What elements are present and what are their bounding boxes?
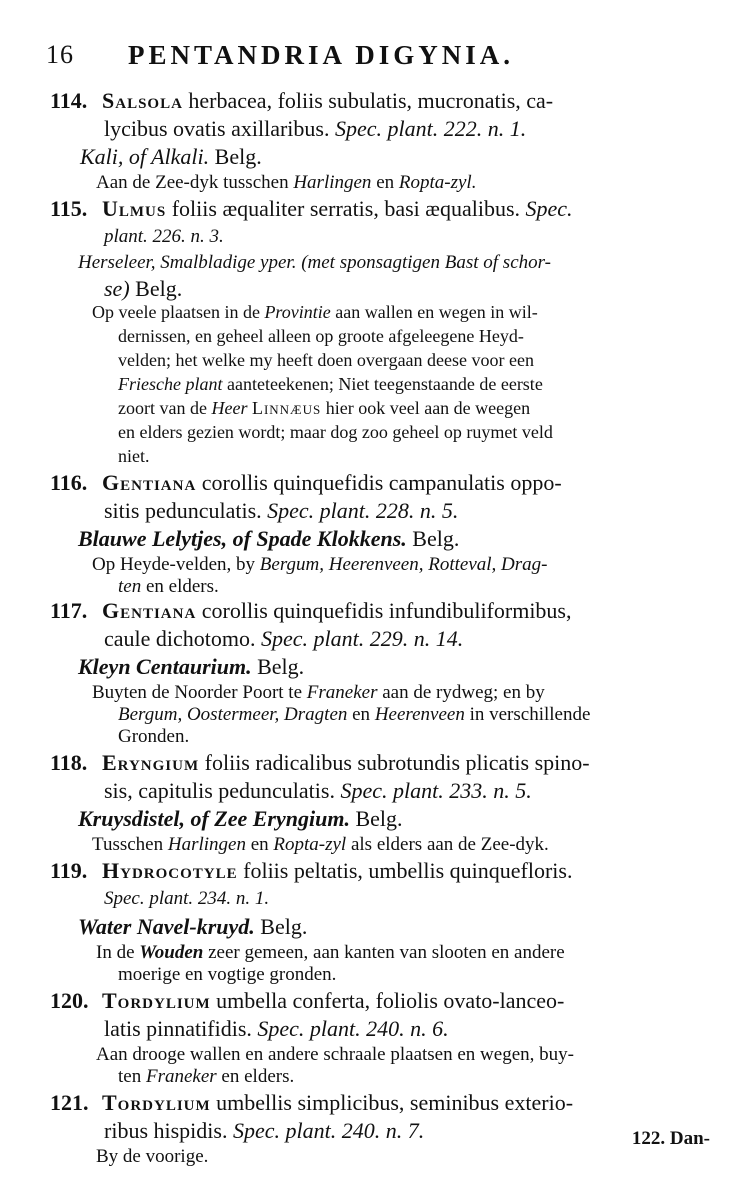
place-name: Franeker [145, 1066, 217, 1087]
note-text: en elders gezien wordt; maar dog zoo geheel op ruymet veld [118, 422, 553, 442]
habitat-text: aan de rydweg; en by [382, 682, 545, 703]
place-name: Harlingen [167, 834, 246, 855]
place-name: Provintie [264, 302, 331, 322]
note-text: velden; het welke my heeft doen overgaan deese voor een [118, 350, 534, 370]
entry-121-line-1 [50, 1090, 573, 1116]
diagnosis: umbella conferta, foliolis ovato-lanceo- [216, 988, 565, 1013]
entry-115-note-5 [118, 398, 530, 419]
entry-119-line-2 [104, 888, 269, 910]
language-tag: Belg. [257, 654, 305, 679]
entry-114-line-1 [50, 88, 553, 114]
habitat-text: By de voorige. [96, 1146, 209, 1167]
note-text: aan wallen en wegen in wil- [335, 302, 538, 322]
genus-name: Ulmus [102, 196, 167, 221]
page-number: 16 [46, 40, 74, 69]
entry-120-habitat-cont [118, 1066, 294, 1088]
habitat-text: Buyten de Noorder Poort te [92, 682, 303, 703]
entry-number: 114. [50, 88, 88, 113]
diagnosis: lycibus ovatis axillaribus. [104, 116, 330, 141]
note-text: aanteteekenen; Niet teegenstaande de eerste [226, 374, 543, 394]
diagnosis: sitis pedunculatis. [104, 498, 262, 523]
note-text: hier ook veel aan de weegen [325, 398, 531, 418]
habitat-text: als elders aan de Zee-dyk. [350, 834, 549, 855]
entry-119-common-name [78, 914, 307, 940]
author-name: Linnæus [251, 398, 322, 418]
language-tag: Belg. [135, 276, 183, 301]
running-title: PENTANDRIA DIGYNIA. [128, 40, 515, 70]
habitat-text: moerige en vogtige gronden. [118, 964, 337, 985]
entry-117-common-name [78, 654, 304, 680]
common-name: Water Navel-kruyd. [78, 914, 255, 939]
entry-number: 117. [50, 598, 88, 623]
note-text: dernissen, en geheel alleen op groote afgeleegene Heyd- [118, 326, 524, 346]
entry-116-common-name [78, 526, 459, 552]
entry-114-line-2 [104, 116, 526, 142]
habitat-text: in verschillende [469, 704, 591, 725]
diagnosis: sis, capitulis pedunculatis. [104, 778, 335, 803]
common-name: Herseleer, Smalbladige yper. (met sponsagtigen Bast of schor- [78, 252, 551, 273]
genus-name: Tordylium [102, 1090, 211, 1115]
language-tag: Belg. [214, 144, 262, 169]
habitat-text: Op Heyde-velden, by [92, 554, 256, 575]
species-plantarum-reference: Spec. plant. 234. n. 1. [104, 888, 270, 909]
entry-120-line-2 [104, 1016, 449, 1042]
place-name: Wouden [139, 942, 204, 963]
species-plantarum-reference: plant. 226. n. 3. [104, 226, 224, 247]
entry-120-line-1 [50, 988, 564, 1014]
place-name: Harlingen [293, 172, 372, 193]
entry-120-habitat [96, 1044, 574, 1066]
entry-118-habitat [92, 834, 549, 856]
diagnosis: foliis æqualiter serratis, basi æqualibus. [171, 196, 521, 221]
species-plantarum-reference: Spec. plant. 233. n. 5. [340, 778, 532, 803]
habitat-text: Gronden. [118, 726, 190, 747]
entry-115-note-6 [118, 422, 553, 443]
entry-116-line-1 [50, 470, 562, 496]
entry-119-habitat-cont [118, 964, 336, 986]
entry-117-habitat-cont-2 [118, 726, 189, 748]
species-plantarum-reference: Spec. plant. 240. n. 6. [257, 1016, 449, 1041]
common-name: Kali, of Alkali. [80, 144, 210, 169]
entry-number: 120. [50, 988, 89, 1013]
place-name: ten [118, 576, 142, 597]
common-name: Kruysdistel, of Zee Eryngium. [78, 806, 350, 831]
place-name: Bergum, Heerenveen, Rotteval, Drag- [259, 554, 548, 575]
entry-115-note-3 [118, 350, 534, 371]
diagnosis: umbellis simplicibus, seminibus exterio- [216, 1090, 574, 1115]
place-name: Heerenveen [374, 704, 465, 725]
language-tag: Belg. [412, 526, 460, 551]
entry-118-line-2 [104, 778, 532, 804]
entry-118-line-1 [50, 750, 590, 776]
genus-name: Hydrocotyle [102, 858, 238, 883]
common-name: Kleyn Centaurium. [78, 654, 252, 679]
species-plantarum-reference: Spec. plant. 240. n. 7. [232, 1118, 425, 1143]
entry-121-line-2 [104, 1118, 424, 1144]
genus-name: Tordylium [102, 988, 211, 1013]
entry-number: 118. [50, 750, 88, 775]
running-header [46, 40, 696, 80]
species-plantarum-reference: Spec. plant. 229. n. 14. [261, 626, 464, 651]
entry-117-habitat-cont [118, 704, 590, 726]
habitat-text: ten [118, 1066, 142, 1087]
place-name: Bergum, Oostermeer, Dragten [118, 704, 348, 725]
entry-116-habitat [92, 554, 548, 576]
genus-name: Gentiana [102, 470, 197, 495]
diagnosis: latis pinnatifidis. [104, 1016, 252, 1041]
habitat-text: Aan drooge wallen en andere schraale plaatsen en wegen, buy- [96, 1044, 574, 1065]
entry-115-note-7 [118, 446, 150, 467]
language-tag: Belg. [260, 914, 308, 939]
diagnosis: corollis quinquefidis infundibuliformibus, [201, 598, 572, 623]
genus-name: Eryngium [102, 750, 200, 775]
species-plantarum-reference: Spec. plant. 228. n. 5. [267, 498, 459, 523]
entry-117-line-2 [104, 626, 463, 652]
note-text: Op veele plaatsen in de [92, 302, 260, 322]
entry-114-common-name [80, 144, 262, 170]
habitat-text: In de [96, 942, 135, 963]
entry-number: 116. [50, 470, 88, 495]
entry-114-habitat [96, 172, 476, 194]
entry-number: 121. [50, 1090, 89, 1115]
species-plantarum-reference: Spec. [525, 196, 573, 221]
entry-number: 115. [50, 196, 88, 221]
entry-119-habitat [96, 942, 565, 964]
entry-115-line-2 [104, 226, 224, 248]
diagnosis: herbacea, foliis subulatis, mucronatis, ca- [188, 88, 554, 113]
habitat-text: zeer gemeen, aan kanten van slooten en andere [208, 942, 565, 963]
diagnosis: corollis quinquefidis campanulatis oppo- [201, 470, 562, 495]
habitat-text: en [250, 834, 269, 855]
place-name: Ropta-zyl [273, 834, 347, 855]
language-tag: Belg. [355, 806, 403, 831]
entry-115-note-2 [118, 326, 524, 347]
habitat-text: en elders. [145, 576, 219, 597]
common-name: se) [104, 276, 130, 301]
species-plantarum-reference: Spec. plant. 222. n. 1. [334, 116, 527, 141]
place-name: Ropta-zyl. [398, 172, 477, 193]
note-text-italic: Heer [211, 398, 248, 418]
note-text: zoort van de [118, 398, 207, 418]
entry-116-line-2 [104, 498, 458, 524]
entry-117-line-1 [50, 598, 572, 624]
genus-name: Salsola [102, 88, 183, 113]
entry-121-habitat [96, 1146, 208, 1168]
entry-118-common-name [78, 806, 403, 832]
habitat-text: en elders. [221, 1066, 295, 1087]
genus-name: Gentiana [102, 598, 197, 623]
catchword: 122. Dan- [631, 1128, 710, 1149]
diagnosis: ribus hispidis. [104, 1118, 228, 1143]
note-text: niet. [118, 446, 150, 466]
diagnosis: foliis radicalibus subrotundis plicatis spino- [204, 750, 590, 775]
habitat-text: Aan de Zee-dyk tusschen [96, 172, 289, 193]
entry-115-note-1 [92, 302, 538, 323]
entry-115-line-1 [50, 196, 573, 222]
place-name: Franeker [306, 682, 378, 703]
entry-115-note-4 [118, 374, 543, 395]
diagnosis: caule dichotomo. [104, 626, 256, 651]
note-text-italic: Friesche plant [118, 374, 223, 394]
habitat-text: en [352, 704, 371, 725]
entry-number: 119. [50, 858, 88, 883]
entry-115-common-name [78, 252, 551, 274]
entry-115-common-name-cont [104, 276, 182, 302]
common-name: Blauwe Lelytjes, of Spade Klokkens. [78, 526, 407, 551]
diagnosis: foliis peltatis, umbellis quinquefloris. [243, 858, 573, 883]
habitat-text: en [376, 172, 395, 193]
entry-119-line-1 [50, 858, 572, 884]
entry-116-habitat-cont [118, 576, 219, 598]
habitat-text: Tusschen [92, 834, 164, 855]
entry-117-habitat [92, 682, 545, 704]
